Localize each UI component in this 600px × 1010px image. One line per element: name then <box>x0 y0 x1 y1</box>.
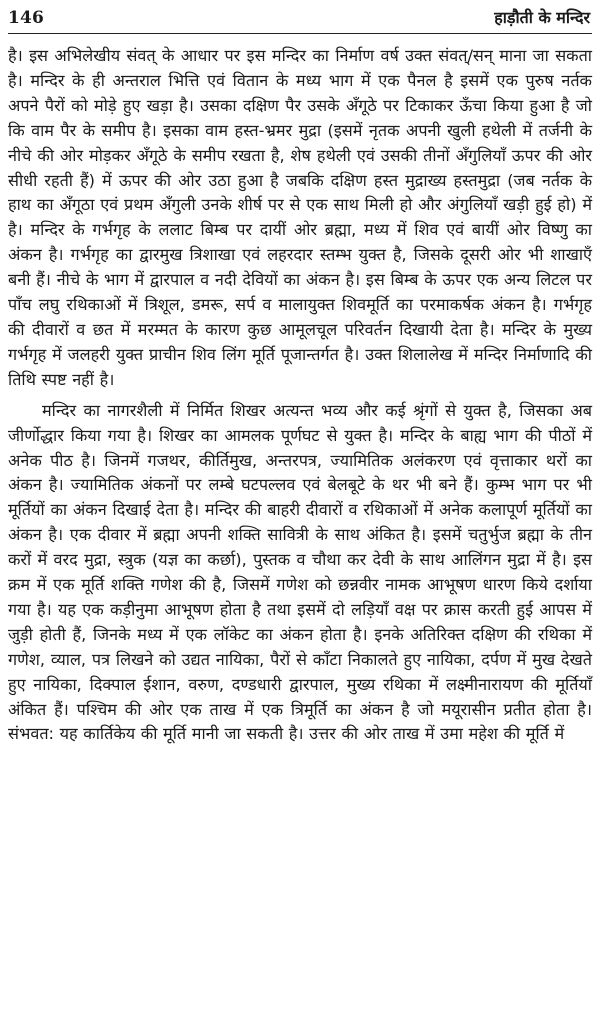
page-number: 146 <box>8 8 45 28</box>
running-header <box>8 6 592 34</box>
chapter-title: हाड़ौती के मन्दिर <box>494 8 590 27</box>
paragraph-1: है। इस अभिलेखीय संवत् के आधार पर इस मन्दिर का निर्माण वर्ष उक्त संवत्/सन् माना जा सकता है। मन्दिर के ही अन्तराल भित्ति एवं वितान के मध्य भाग में एक पैनल है इसमें एक पुरुष नर्तक अपने पैरों को मोड़े हुए खड़ा है। उसका दक्षिण पैर उसके अँगूठे पर टिकाकर ऊँचा किया हुआ है जो कि वाम पैर के समीप है। इसका वाम हस्त-भ्रमर मुद्रा (इसमें नृतक अपनी खुली हथेली में तर्जनी के नीचे की ओर मोड़कर अँगूठे के समीप रखता है, शेष हथेली एवं उसकी तीनों अँगुलियाँ ऊपर की ओर सीधी रहती हैं) में ऊपर की ओर उठा हुआ है जबकि दक्षिण हस्त मुद्राख्य हस्तमुद्रा (जब नर्तक के हाथ का अँगूठा एवं प्रथम अँगुली उनके शीर्ष पर से एक साथ मिली हो और अंगुलियाँ खड़ी हुई हो) में है। मन्दिर के गर्भगृह के ललाट बिम्ब पर दायीं ओर ब्रह्मा, मध्य में शिव एवं बायीं ओर विष्णु का अंकन है। गर्भगृह का द्वारमुख त्रिशाखा एवं लहरदार स्तम्भ युक्त है, जिसके दूसरी ओर भी शाखाएँ बनी हैं। नीचे के भाग में द्वारपाल व नदी देवियों का अंकन है। इस बिम्ब के ऊपर एक अन्य लिटल पर पाँच लघु रथिकाओं में त्रिशूल, डमरू, सर्प व मालायुक्त शिवमूर्ति का परमाकर्षक अंकन है। गर्भगृह की दीवारों व छत में मरम्मत के कारण कुछ आमूलचूल परिवर्तन दिखायी देता है। मन्दिर के मुख्य गर्भगृह में जलहरी युक्त प्राचीन शिव लिंग मूर्ति पूजान्तर्गत है। उक्त शिलालेख में मन्दिर निर्माणादि की तिथि स्पष्ट नहीं है। <box>8 46 592 389</box>
paragraph-2: मन्दिर का नागरशैली में निर्मित शिखर अत्यन्त भव्य और कई श्रृंगों से युक्त है, जिसका अब जीर्णोद्धार किया गया है। शिखर का आमलक पूर्णघट से युक्त है। मन्दिर के बाह्य भाग की पीठों में अनेक पीठ है। जिनमें गजथर, कीर्तिमुख, अन्तरपत्र, ज्यामितिक अलंकरण एवं वृत्ताकार थरों का अंकन है। ज्यामितिक अंकनों पर लम्बे घटपल्लव एवं बेलबूटे के थर भी बने हैं। कुम्भ भाग पर भी मूर्तियों का अंकन दिखाई देता है। मन्दिर की बाहरी दीवारों व रथिकाओं में अनेक कलापूर्ण मूर्तियों का अंकन है। एक दीवार में ब्रह्मा अपनी शक्ति सावित्री के साथ अंकित है। इसमें चतुर्भुज ब्रह्मा के तीन करों में वरद मुद्रा, स्त्रुक (यज्ञ का कर्छा), पुस्तक व चौथा कर देवी के साथ आलिंगन मुद्रा में है। इस क्रम में एक मूर्ति शक्ति गणेश की है, जिसमें गणेश को छन्नवीर नामक आभूषण धारण किये दर्शाया गया है। यह एक कड़ीनुमा आभूषण होता है तथा इसमें दो लड़ियाँ वक्ष पर क्रास करती हुई आपस में जुड़ी होती हैं, जिनके मध्य में एक लॉकेट का अंकन होता है। इनके अतिरिक्त दक्षिण की रथिका में गणेश, व्याल, पत्र लिखने को उद्यत नायिका, पैरों से काँटा निकालते हुए नायिका, दर्पण में मुख देखते हुए नायिका, दिक्पाल ईशान, वरुण, दण्डधारी द्वारपाल, मुख्य रथिका में लक्ष्मीनारायण की मूर्तियाँ अंकित हैं। पश्चिम की ओर एक ताख में एक त्रिमूर्ति का अंकन है जो मयूरासीन प्रतीत होता है। संभवत: यह कार्तिकेय की मूर्ति मानी जा सकती है। उत्तर की ओर ताख में उमा महेश की मूर्ति में <box>8 400 592 744</box>
body-text <box>8 44 592 747</box>
